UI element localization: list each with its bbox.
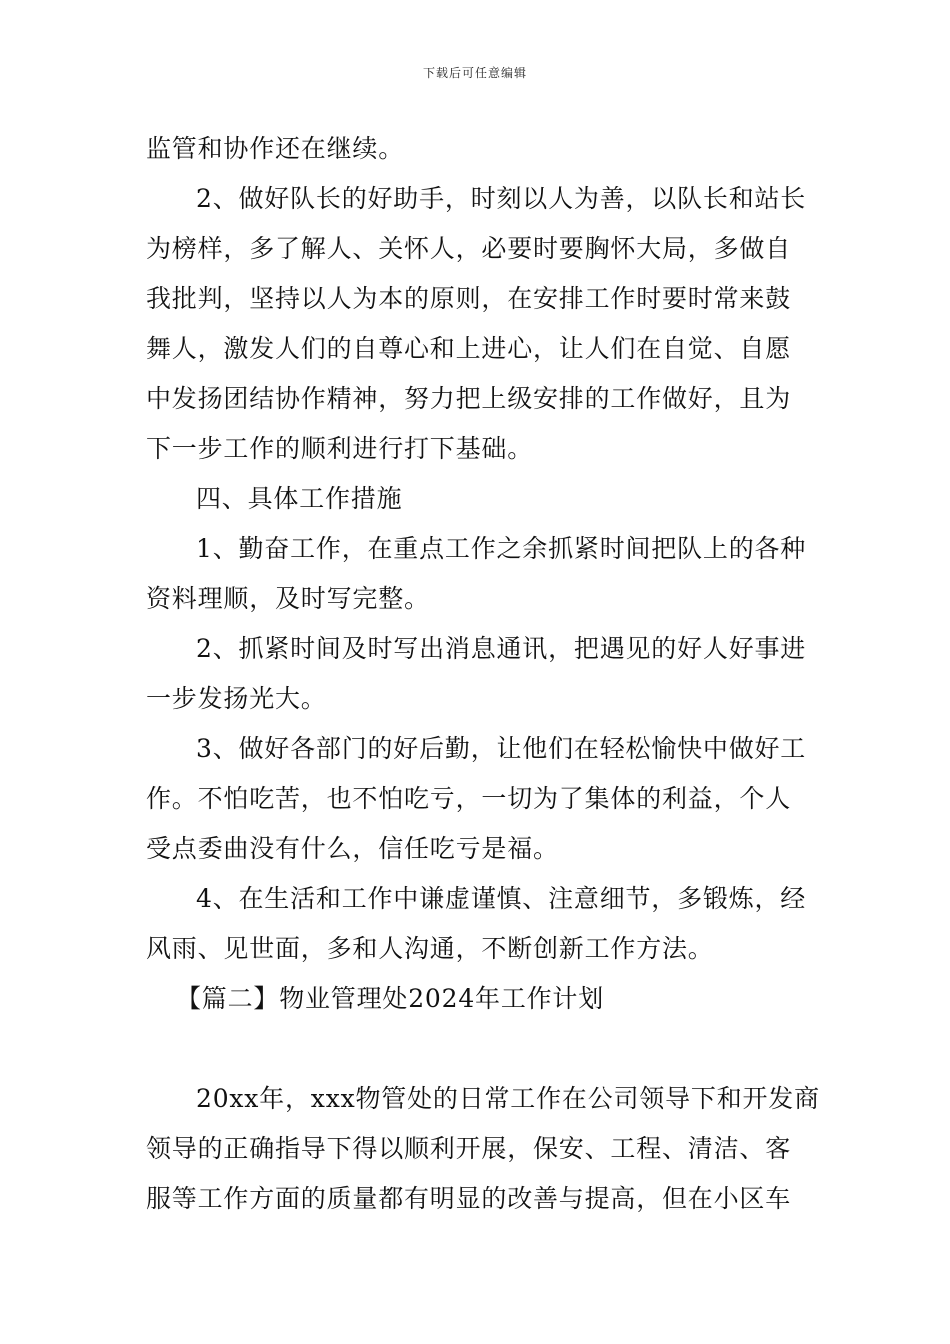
text-line: 下一步工作的顺利进行打下基础。 — [146, 434, 534, 463]
paragraph-measure-2 — [146, 624, 808, 724]
text-line: 为榜样，多了解人、关怀人，必要时要胸怀大局，多做自 — [146, 234, 792, 263]
text-line: 服等工作方面的质量都有明显的改善与提高，但在小区车 — [146, 1184, 792, 1213]
text-line: 1、勤奋工作，在重点工作之余抓紧时间把队上的各种 — [196, 534, 807, 563]
text-line: 中发扬团结协作精神，努力把上级安排的工作做好，且为 — [146, 384, 792, 413]
page-header: 下载后可任意编辑 — [422, 66, 527, 80]
text-line: 20xx年，xxx物管处的日常工作在公司领导下和开发商 — [196, 1084, 820, 1113]
paragraph-measure-1 — [146, 524, 808, 624]
text-line: 4、在生活和工作中谦虚谨慎、注意细节，多锻炼，经 — [196, 884, 807, 913]
text-line: 风雨、见世面，多和人沟通，不断创新工作方法。 — [146, 934, 714, 963]
text-line: 一步发扬光大。 — [146, 684, 327, 713]
blank-line — [146, 1024, 808, 1074]
text-line: 3、做好各部门的好后勤，让他们在轻松愉快中做好工 — [196, 734, 807, 763]
text-line: 四、具体工作措施 — [196, 484, 403, 513]
paragraph-measure-4 — [146, 874, 808, 974]
paragraph-continuation — [146, 124, 808, 174]
section-title-text: 【篇二】物业管理处2024年工作计划 — [176, 984, 605, 1013]
text-line: 2、抓紧时间及时写出消息通讯，把遇见的好人好事进 — [196, 634, 807, 663]
document-body — [146, 124, 820, 1224]
text-line: 监管和协作还在继续。 — [146, 134, 405, 163]
text-line: 受点委曲没有什么，信任吃亏是福。 — [146, 834, 559, 863]
paragraph-assist-captain — [146, 174, 808, 474]
text-line: 舞人，激发人们的自尊心和上进心，让人们在自觉、自愿 — [146, 334, 792, 363]
section-heading-measures — [146, 474, 808, 524]
text-line: 我批判，坚持以人为本的原则，在安排工作时要时常来鼓 — [146, 284, 792, 313]
text-line: 作。不怕吃苦，也不怕吃亏，一切为了集体的利益，个人 — [146, 784, 792, 813]
paragraph-section-two — [146, 1074, 820, 1224]
section-title — [146, 974, 808, 1024]
text-line: 资料理顺，及时写完整。 — [146, 584, 430, 613]
text-line: 2、做好队长的好助手，时刻以人为善，以队长和站长 — [196, 184, 807, 213]
text-line: 领导的正确指导下得以顺利开展，保安、工程、清洁、客 — [146, 1134, 792, 1163]
paragraph-measure-3 — [146, 724, 808, 874]
